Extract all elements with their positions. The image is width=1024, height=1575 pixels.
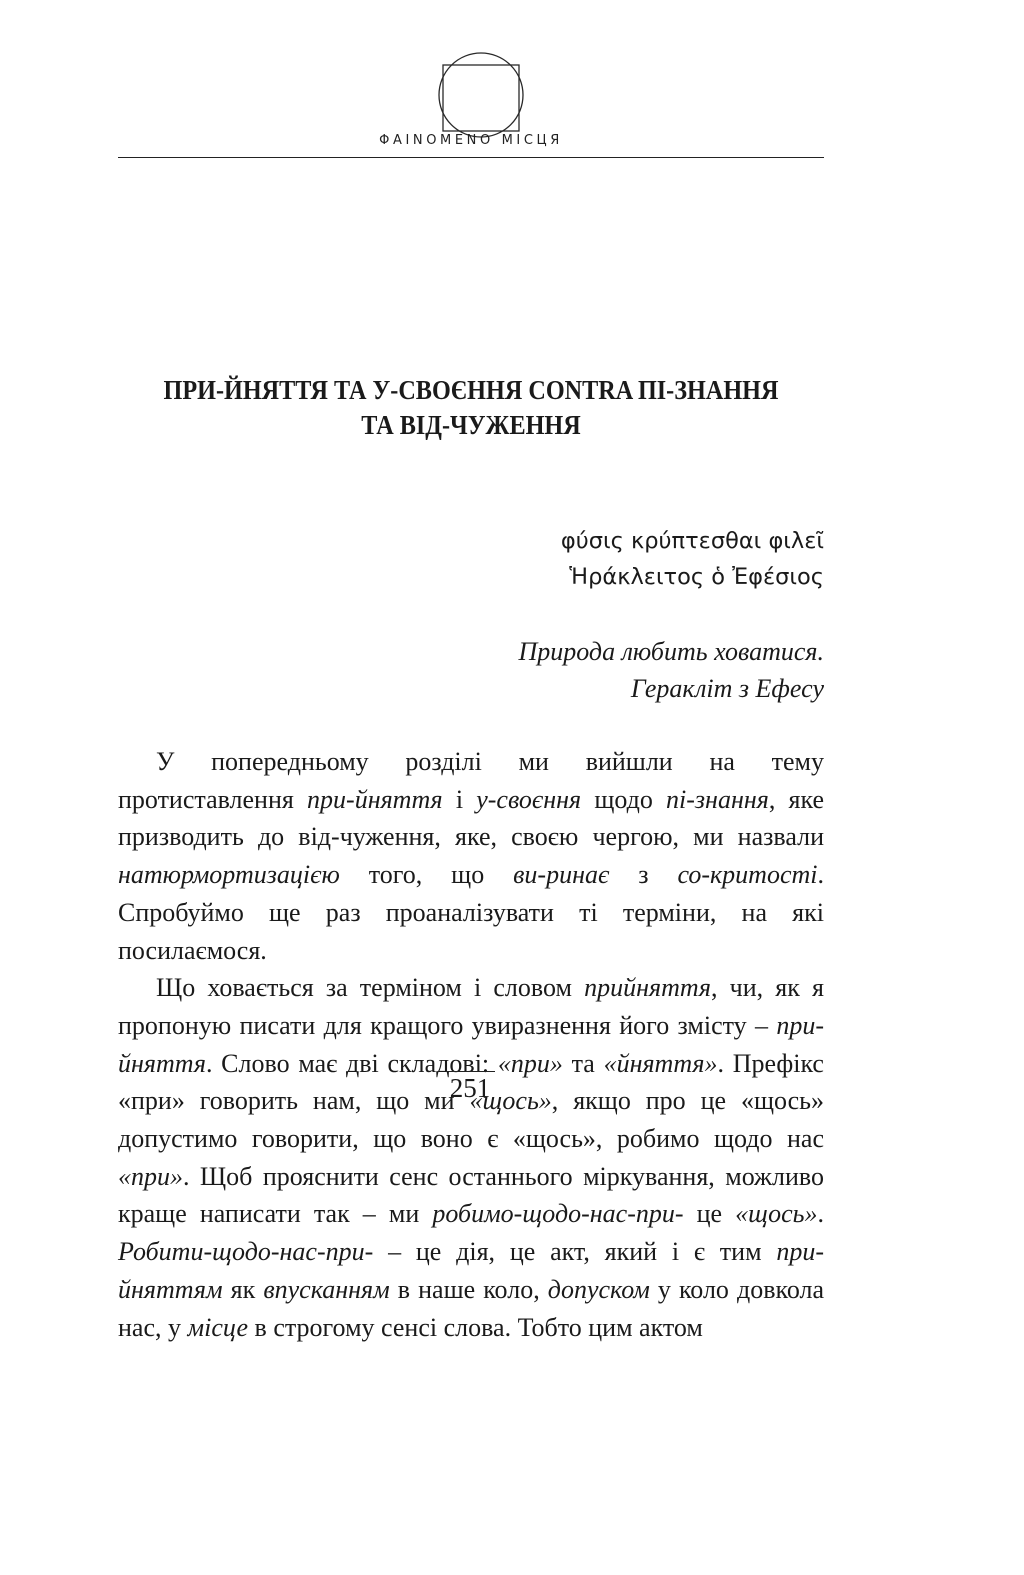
text-run: того, що	[339, 860, 514, 890]
text-run: та	[562, 1048, 604, 1078]
paragraph-2	[118, 969, 824, 1346]
emphasis: ви-ринає	[513, 860, 610, 890]
emphasis: «йняття»	[603, 1048, 718, 1078]
chapter-title-line-2: ТА ВІД-ЧУЖЕННЯ	[361, 409, 581, 440]
emphasis: місце	[187, 1312, 249, 1342]
text-run: з	[609, 860, 678, 890]
text-run: це	[683, 1199, 736, 1229]
text-run: . Спробуймо ще раз проаналізувати ті терміни, на які посилаємося.	[118, 860, 824, 965]
emphasis: впусканням	[263, 1274, 390, 1304]
greek-author: Ἡράκλειτος ὁ Ἐφέσιος	[569, 564, 824, 590]
text-run: , якщо про це «щось» допустимо говорити, що воно є «щось», робимо щодо нас	[118, 1086, 825, 1154]
text-run: як	[222, 1274, 264, 1304]
text-run: – це дія, це акт, який і є тим	[373, 1237, 777, 1267]
text-run: . Слово має дві складові:	[205, 1048, 498, 1078]
emphasis: пі-знання	[666, 784, 769, 814]
greek-quote: φύσις κρύπτεσθαι φιλεῖ	[560, 528, 824, 554]
text-run: , чи, як я пропоную писати для кращого увиразнення його змісту –	[118, 973, 824, 1040]
text-run: , яке призводить до від-чуження, яке, своєю чергою, ми назвали	[118, 784, 824, 852]
page-number: 251	[449, 1073, 491, 1103]
emphasis: при-йняття	[307, 784, 443, 814]
emphasis: у-своєння	[476, 784, 582, 814]
text-run: в наше коло,	[389, 1274, 548, 1304]
emphasis: робимо-щодо-нас-при-	[432, 1199, 684, 1229]
chapter-title-line-1: ПРИ-ЙНЯТТЯ ТА У-СВОЄННЯ CONTRA ПІ-ЗНАННЯ	[163, 374, 779, 405]
emphasis: при-йняттям	[118, 1237, 824, 1304]
emphasis: «щось»	[735, 1199, 818, 1229]
emphasis: прийняття	[584, 973, 712, 1003]
translated-epigraph	[519, 633, 825, 707]
emphasis: при-йняття	[118, 1010, 824, 1078]
text-run: У попередньому розділі ми вийшли на тему протиставлення	[118, 747, 824, 814]
text-run: .	[817, 1199, 824, 1229]
emphasis: со-критості	[677, 860, 818, 890]
paragraph-1	[118, 743, 824, 969]
running-head: ΦΑΙΝΟΜΕΝΟ МІСЦЯ	[379, 133, 563, 148]
text-run: у коло довкола нас, у	[118, 1274, 825, 1342]
text-run: Що ховається за терміном і словом	[156, 973, 585, 1003]
emphasis: Робити-щодо-нас-при-	[118, 1237, 374, 1267]
text-run: . Щоб прояснити сенс останнього міркування, можливо краще написати так – ми	[118, 1161, 824, 1229]
circle-square-emblem-icon	[436, 50, 526, 140]
emphasis: «при»	[118, 1161, 183, 1191]
translated-quote: Природа любить ховатися.	[518, 637, 824, 666]
greek-epigraph	[561, 523, 824, 595]
text-run: щодо	[581, 784, 667, 814]
emphasis: натюрмортизацією	[118, 860, 340, 890]
translated-author: Геракліт з Ефесу	[630, 674, 824, 703]
emphasis: «при»	[497, 1048, 563, 1078]
header-divider	[118, 157, 824, 158]
text-run: в строгому сенсі слова. Тобто цим актом	[248, 1312, 703, 1342]
emphasis: допуском	[547, 1274, 650, 1304]
chapter-title	[160, 372, 781, 442]
body-text	[118, 743, 824, 1346]
text-run: і	[442, 784, 477, 814]
emphasis: «щось»	[469, 1086, 552, 1116]
text-run: . Префікс «при» говорить нам, що ми	[118, 1048, 824, 1116]
